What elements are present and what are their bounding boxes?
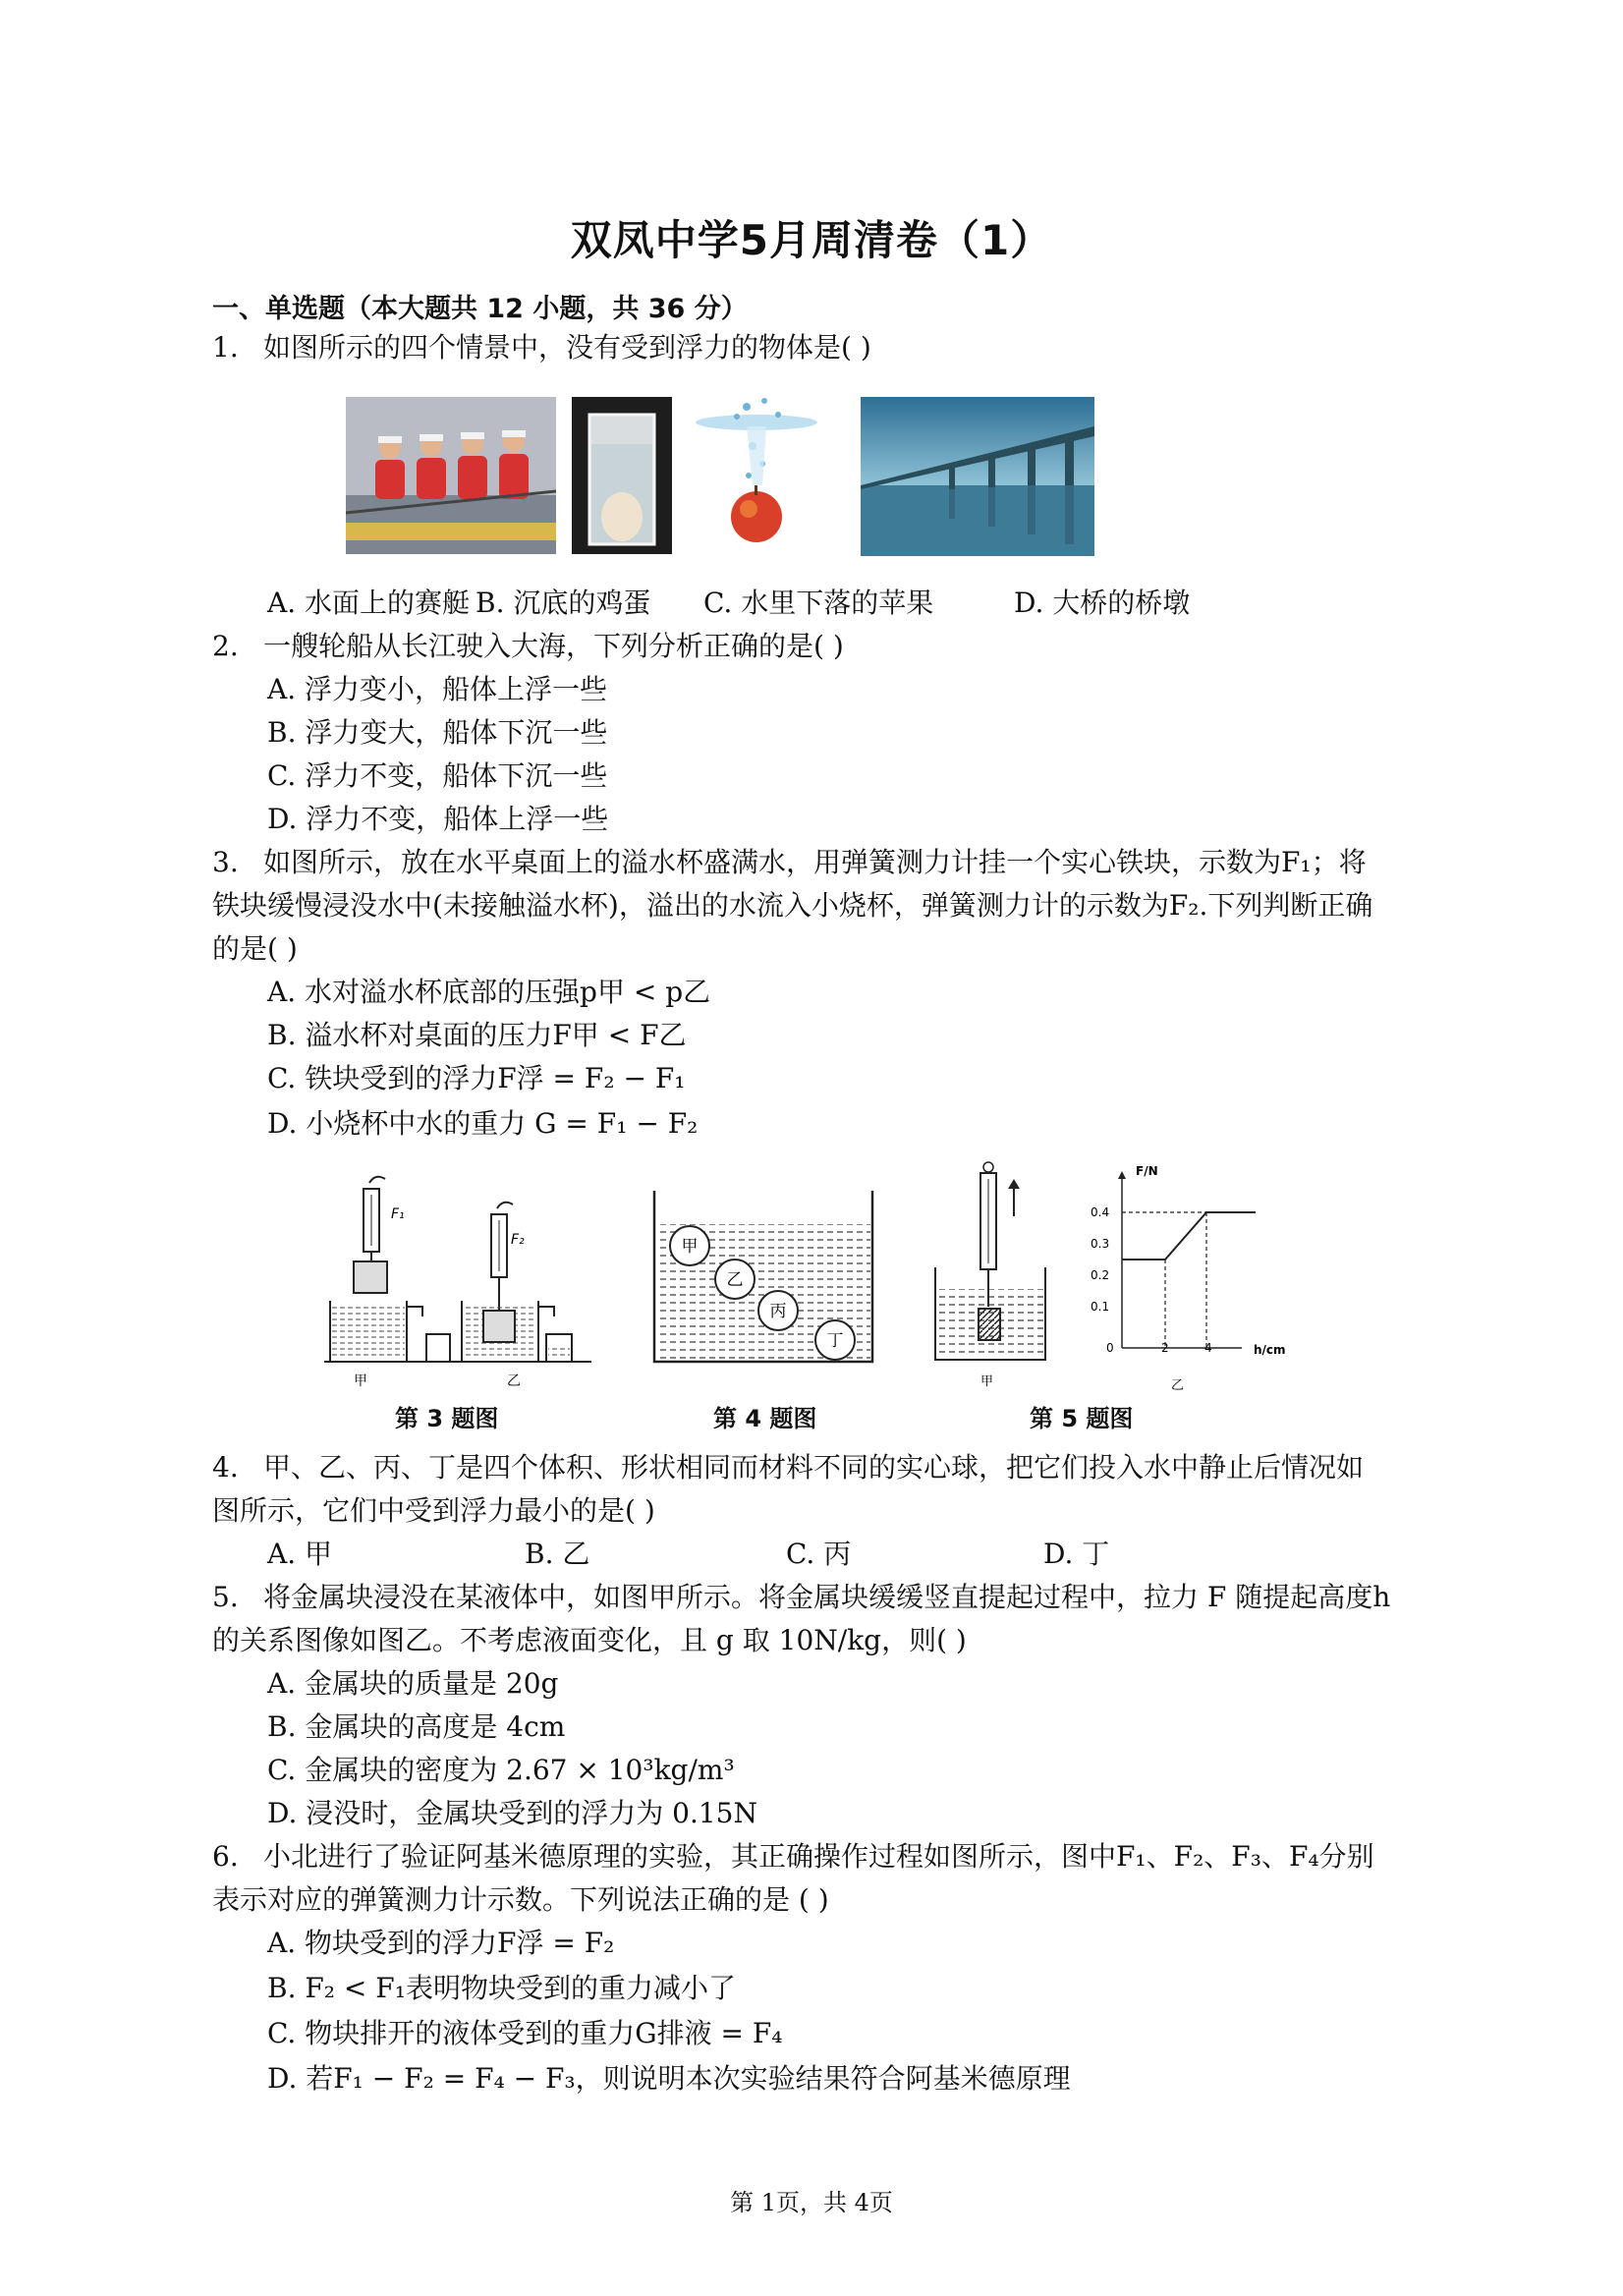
- ball-yi: [715, 1260, 755, 1299]
- f2-label: F₂: [511, 1232, 525, 1248]
- figure-4-four-balls: [650, 1189, 878, 1372]
- option-d: D. 浮力不变，船体上浮一些: [267, 803, 609, 835]
- option-b: B. 浮力变大，船体下沉一些: [267, 716, 608, 749]
- question-1: [212, 328, 871, 367]
- option-c: C. 浮力不变，船体下沉一些: [267, 759, 608, 792]
- question-4-options: [267, 1535, 1250, 1574]
- egg-in-glass-photo: [572, 397, 672, 554]
- figure-5-force-height: [929, 1159, 1303, 1395]
- option-a: A. 物块受到的浮力F浮 = F₂: [267, 1927, 615, 1959]
- option-d: D. 浸没时，金属块受到的浮力为 0.15N: [267, 1797, 757, 1829]
- question-3: [212, 843, 1367, 882]
- label-yi: 乙: [507, 1373, 521, 1389]
- label-yi: 乙: [1171, 1378, 1185, 1393]
- question-stem-line-2: 铁块缓慢浸没水中(未接触溢水杯)，溢出的水流入小烧杯，弹簧测力计的示数为F₂.下列判断正确: [212, 889, 1373, 922]
- question-number: 1.: [212, 331, 239, 364]
- force-height-graph: [1091, 1164, 1286, 1393]
- option-d: D. 大桥的桥墩: [1014, 587, 1191, 619]
- option-c: C. 水里下落的苹果: [703, 587, 934, 619]
- option-b: B. 金属块的高度是 4cm: [267, 1710, 566, 1743]
- rowing-boat-photo: [346, 397, 556, 554]
- figure-4-caption: 第 4 题图: [713, 1405, 817, 1432]
- label-jia: 甲: [354, 1373, 367, 1389]
- option-a: A. 浮力变小，船体上浮一些: [267, 673, 608, 705]
- option-b: B. F₂ < F₁表明物块受到的重力减小了: [267, 1972, 736, 2004]
- question-stem: 如图所示的四个情景中，没有受到浮力的物体是( ): [263, 331, 871, 364]
- question-stem-line-2: 表示对应的弹簧测力计示数。下列说法正确的是 ( ): [212, 1883, 829, 1916]
- question-number: 2.: [212, 630, 239, 662]
- question-number: 4.: [212, 1451, 239, 1484]
- option-a: A. 甲: [267, 1538, 333, 1570]
- question-6: [212, 1837, 1374, 1876]
- option-c: C. 金属块的密度为 2.67 × 10³kg/m³: [267, 1754, 735, 1786]
- svg-text:丁: 丁: [826, 1331, 844, 1351]
- figure-3-overflow-cup: [324, 1169, 599, 1395]
- question-stem: 一艘轮船从长江驶入大海，下列分析正确的是( ): [263, 630, 844, 662]
- falling-apple-photo: [688, 387, 825, 556]
- option-c: C. 铁块受到的浮力F浮 = F₂ − F₁: [267, 1062, 686, 1094]
- question-number: 5.: [212, 1581, 239, 1613]
- question-stem-line-2: 的关系图像如图乙。不考虑液面变化，且 g 取 10N/kg，则( ): [212, 1624, 967, 1656]
- question-stem-line-1: 如图所示，放在水平桌面上的溢水杯盛满水，用弹簧测力计挂一个实心铁块，示数为F₁；将: [263, 846, 1367, 878]
- option-c: C. 丙: [786, 1538, 852, 1570]
- page-title: 双凤中学5月周清卷（1）: [570, 216, 1053, 264]
- y-tick: 0.1: [1091, 1300, 1110, 1314]
- svg-text:丙: 丙: [769, 1302, 787, 1321]
- f1-label: F₁: [391, 1206, 405, 1222]
- ball-bing: [758, 1291, 798, 1330]
- bridge-pier-photo: [861, 397, 1094, 556]
- section-heading: 一、单选题（本大题共 12 小题，共 36 分）: [212, 294, 748, 324]
- question-stem-line-1: 将金属块浸没在某液体中，如图甲所示。将金属块缓缓竖直提起过程中，拉力 F 随提起高度h: [263, 1581, 1391, 1613]
- svg-text:甲: 甲: [681, 1237, 699, 1257]
- option-a: A. 水面上的赛艇: [267, 587, 471, 619]
- y-tick: 0.3: [1091, 1237, 1110, 1251]
- question-4: [212, 1448, 1364, 1487]
- label-jia: 甲: [980, 1374, 994, 1389]
- option-c: C. 物块排开的液体受到的重力G排液 = F₄: [267, 2017, 783, 2049]
- x-tick: 4: [1204, 1341, 1212, 1355]
- question-stem-line-1: 甲、乙、丙、丁是四个体积、形状相同而材料不同的实心球，把它们投入水中静止后情况如: [263, 1451, 1365, 1484]
- option-a: A. 水对溢水杯底部的压强p甲 < p乙: [267, 976, 711, 1008]
- question-5: [212, 1578, 1390, 1617]
- option-b: B. 溢水杯对桌面的压力F甲 < F乙: [267, 1019, 687, 1051]
- ball-jia: [670, 1226, 709, 1265]
- question-stem-line-2: 图所示，它们中受到浮力最小的是( ): [212, 1494, 655, 1527]
- x-tick: 2: [1161, 1341, 1169, 1355]
- option-d: D. 小烧杯中水的重力 G = F₁ − F₂: [267, 1107, 699, 1140]
- option-a: A. 金属块的质量是 20g: [267, 1667, 559, 1700]
- page-footer: 第 1页，共 4页: [730, 2189, 893, 2216]
- figure-5-caption: 第 5 题图: [1030, 1405, 1134, 1432]
- y-tick: 0.2: [1091, 1268, 1110, 1282]
- question-stem-line-1: 小北进行了验证阿基米德原理的实验，其正确操作过程如图所示，图中F₁、F₂、F₃、F₄分别: [263, 1840, 1374, 1873]
- question-stem-line-3: 的是( ): [212, 932, 298, 965]
- option-b: B. 乙: [525, 1538, 590, 1570]
- question-number: 3.: [212, 846, 239, 878]
- question-1-options: [267, 584, 1250, 623]
- figure-3-caption: 第 3 题图: [395, 1405, 499, 1432]
- option-b: B. 沉底的鸡蛋: [476, 587, 651, 619]
- question-number: 6.: [212, 1840, 239, 1873]
- question-2: [212, 627, 844, 666]
- option-d: D. 丁: [1043, 1538, 1110, 1570]
- y-axis-label: F/N: [1136, 1164, 1158, 1178]
- x-tick: 0: [1106, 1341, 1114, 1355]
- x-axis-label: h/cm: [1254, 1343, 1286, 1357]
- svg-text:乙: 乙: [726, 1270, 744, 1290]
- y-tick: 0.4: [1091, 1205, 1110, 1219]
- option-d: D. 若F₁ − F₂ = F₄ − F₃，则说明本次实验结果符合阿基米德原理: [267, 2062, 1071, 2095]
- ball-ding: [815, 1320, 855, 1360]
